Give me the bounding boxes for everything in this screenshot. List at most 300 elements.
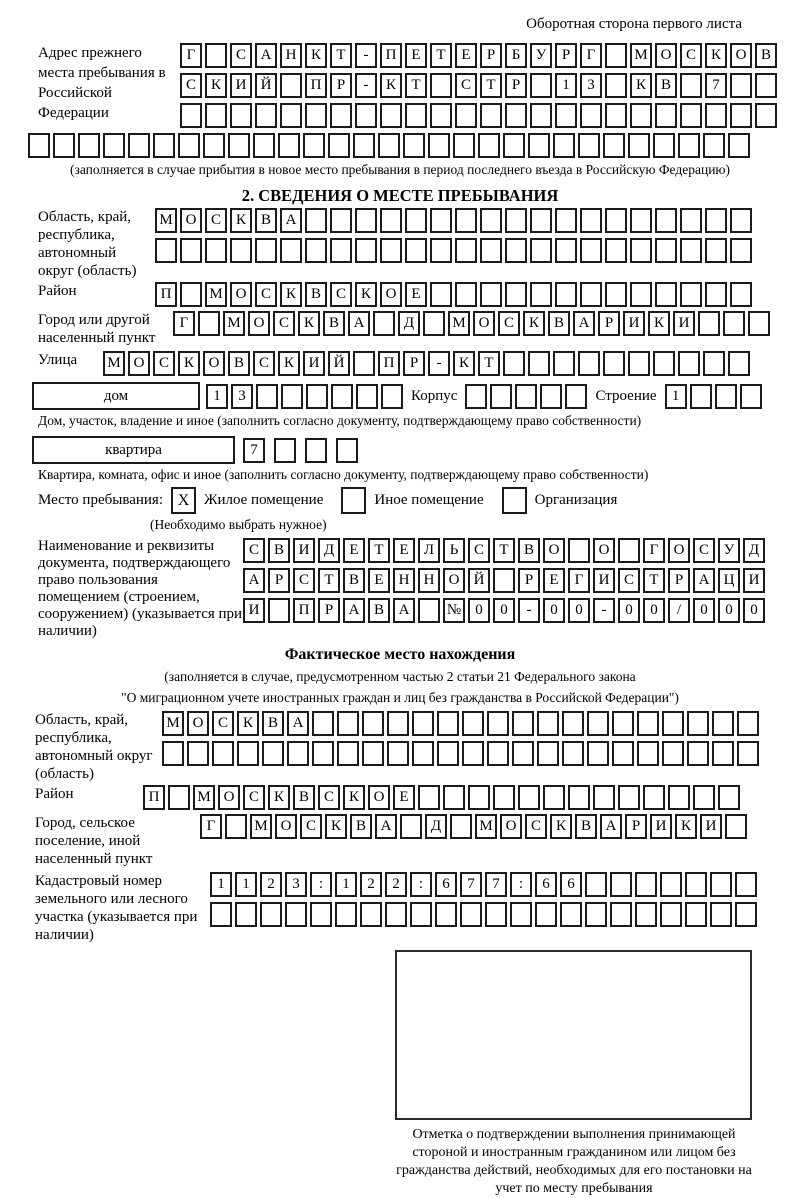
char-cell[interactable]: М [205,282,227,307]
char-cell[interactable]: М [475,814,497,839]
char-cell[interactable] [230,103,252,128]
char-cell[interactable]: К [523,311,545,336]
char-cell[interactable]: С [212,711,234,736]
char-cell[interactable] [255,103,277,128]
char-cell[interactable]: В [368,598,390,623]
char-cell[interactable] [337,711,359,736]
char-cell[interactable]: Е [455,43,477,68]
char-cell[interactable] [235,902,257,927]
char-cell[interactable]: А [343,598,365,623]
char-cell[interactable] [530,208,552,233]
char-cell[interactable] [718,785,740,810]
char-cell[interactable] [255,238,277,263]
char-cell[interactable] [405,238,427,263]
char-cell[interactable]: Н [393,568,415,593]
char-cell[interactable] [585,872,607,897]
char-cell[interactable] [653,351,675,376]
char-cell[interactable] [755,103,777,128]
char-cell[interactable] [723,311,745,336]
char-cell[interactable]: К [278,351,300,376]
char-cell[interactable]: А [693,568,715,593]
char-cell[interactable] [678,351,700,376]
char-cell[interactable]: В [755,43,777,68]
char-cell[interactable]: С [205,208,227,233]
char-cell[interactable]: Е [343,538,365,563]
char-cell[interactable]: В [323,311,345,336]
char-cell[interactable] [555,282,577,307]
char-cell[interactable]: 0 [693,598,715,623]
char-cell[interactable]: 3 [580,73,602,98]
char-cell[interactable]: А [375,814,397,839]
char-cell[interactable] [260,902,282,927]
char-cell[interactable] [353,351,375,376]
char-cell[interactable]: О [218,785,240,810]
char-cell[interactable]: Т [368,538,390,563]
char-cell[interactable] [455,282,477,307]
char-cell[interactable] [256,384,278,409]
char-cell[interactable]: Т [430,43,452,68]
char-cell[interactable] [353,133,375,158]
char-cell[interactable] [430,208,452,233]
char-cell[interactable] [480,238,502,263]
char-cell[interactable] [225,814,247,839]
char-cell[interactable]: П [155,282,177,307]
char-cell[interactable] [355,103,377,128]
char-cell[interactable]: В [350,814,372,839]
char-cell[interactable] [637,741,659,766]
char-cell[interactable] [630,208,652,233]
char-cell[interactable] [610,902,632,927]
char-cell[interactable] [635,902,657,927]
char-cell[interactable] [437,741,459,766]
char-cell[interactable]: А [600,814,622,839]
char-cell[interactable]: 3 [231,384,253,409]
char-cell[interactable]: С [180,73,202,98]
char-cell[interactable]: - [518,598,540,623]
char-cell[interactable]: А [255,43,277,68]
char-cell[interactable]: 0 [493,598,515,623]
char-cell[interactable]: Р [598,311,620,336]
char-cell[interactable] [562,741,584,766]
char-cell[interactable]: И [293,538,315,563]
char-cell[interactable]: И [623,311,645,336]
char-cell[interactable] [705,238,727,263]
char-cell[interactable] [643,785,665,810]
char-cell[interactable]: И [700,814,722,839]
char-cell[interactable] [355,208,377,233]
char-cell[interactable] [305,238,327,263]
char-cell[interactable] [480,208,502,233]
char-cell[interactable]: - [355,43,377,68]
char-cell[interactable]: 1 [555,73,577,98]
char-cell[interactable] [603,351,625,376]
char-cell[interactable] [305,208,327,233]
char-cell[interactable] [728,133,750,158]
char-cell[interactable]: : [510,872,532,897]
char-cell[interactable] [510,902,532,927]
char-cell[interactable] [278,133,300,158]
char-cell[interactable]: М [162,711,184,736]
char-cell[interactable] [705,282,727,307]
char-cell[interactable] [198,311,220,336]
char-cell[interactable]: Р [518,568,540,593]
char-cell[interactable] [528,133,550,158]
char-cell[interactable]: 1 [210,872,232,897]
char-cell[interactable]: А [393,598,415,623]
char-cell[interactable] [480,103,502,128]
char-cell[interactable] [378,133,400,158]
checkbox-zhiloe[interactable]: X [171,487,196,514]
char-cell[interactable]: 1 [206,384,228,409]
char-cell[interactable]: В [262,711,284,736]
char-cell[interactable]: К [343,785,365,810]
char-cell[interactable]: Ц [718,568,740,593]
char-cell[interactable]: Т [405,73,427,98]
char-cell[interactable]: Ь [443,538,465,563]
char-cell[interactable] [268,598,290,623]
char-cell[interactable] [555,103,577,128]
char-cell[interactable]: 1 [235,872,257,897]
char-cell[interactable] [155,238,177,263]
char-cell[interactable] [387,741,409,766]
char-cell[interactable]: О [380,282,402,307]
char-cell[interactable]: О [230,282,252,307]
char-cell[interactable]: Е [405,43,427,68]
char-cell[interactable]: 2 [385,872,407,897]
char-cell[interactable] [280,73,302,98]
char-cell[interactable] [730,238,752,263]
char-cell[interactable] [730,282,752,307]
char-cell[interactable]: К [453,351,475,376]
char-cell[interactable] [518,785,540,810]
char-cell[interactable]: С [253,351,275,376]
char-cell[interactable]: В [305,282,327,307]
char-cell[interactable]: 1 [335,872,357,897]
char-cell[interactable] [180,103,202,128]
char-cell[interactable] [53,133,75,158]
char-cell[interactable]: К [230,208,252,233]
char-cell[interactable]: Р [480,43,502,68]
char-cell[interactable]: Г [200,814,222,839]
char-cell[interactable] [655,238,677,263]
char-cell[interactable] [465,384,487,409]
char-cell[interactable]: 0 [718,598,740,623]
char-cell[interactable]: У [718,538,740,563]
char-cell[interactable] [280,238,302,263]
char-cell[interactable]: Г [568,568,590,593]
char-cell[interactable] [712,711,734,736]
char-cell[interactable] [662,741,684,766]
char-cell[interactable]: 0 [618,598,640,623]
char-cell[interactable] [730,73,752,98]
char-cell[interactable] [730,103,752,128]
char-cell[interactable]: Г [643,538,665,563]
char-cell[interactable]: О [187,711,209,736]
char-cell[interactable]: В [228,351,250,376]
char-cell[interactable] [748,311,770,336]
char-cell[interactable]: К [268,785,290,810]
char-cell[interactable] [655,282,677,307]
char-cell[interactable] [355,238,377,263]
char-cell[interactable] [28,133,50,158]
char-cell[interactable]: К [355,282,377,307]
char-cell[interactable] [553,351,575,376]
char-cell[interactable] [430,73,452,98]
char-cell[interactable] [605,238,627,263]
char-cell[interactable]: Е [393,785,415,810]
char-cell[interactable] [653,133,675,158]
char-cell[interactable]: К [237,711,259,736]
char-cell[interactable] [737,711,759,736]
char-cell[interactable] [560,902,582,927]
char-cell[interactable] [205,238,227,263]
char-cell[interactable] [487,711,509,736]
char-cell[interactable] [618,785,640,810]
char-cell[interactable] [680,73,702,98]
char-cell[interactable] [453,133,475,158]
char-cell[interactable] [162,741,184,766]
char-cell[interactable]: О [368,785,390,810]
char-cell[interactable] [455,238,477,263]
char-cell[interactable] [605,282,627,307]
char-cell[interactable]: К [550,814,572,839]
char-cell[interactable]: М [630,43,652,68]
char-cell[interactable] [462,711,484,736]
char-cell[interactable]: Е [368,568,390,593]
char-cell[interactable] [262,741,284,766]
char-cell[interactable] [230,238,252,263]
char-cell[interactable] [335,902,357,927]
char-cell[interactable]: А [280,208,302,233]
char-cell[interactable] [493,785,515,810]
char-cell[interactable] [443,785,465,810]
char-cell[interactable] [618,538,640,563]
char-cell[interactable] [418,598,440,623]
char-cell[interactable] [515,384,537,409]
char-cell[interactable] [385,902,407,927]
char-cell[interactable] [712,741,734,766]
char-cell[interactable] [455,208,477,233]
char-cell[interactable] [540,384,562,409]
char-cell[interactable] [212,741,234,766]
char-cell[interactable] [387,711,409,736]
char-cell[interactable] [490,384,512,409]
char-cell[interactable] [537,741,559,766]
char-cell[interactable] [680,238,702,263]
char-cell[interactable] [528,351,550,376]
char-cell[interactable]: Р [555,43,577,68]
char-cell[interactable] [740,384,762,409]
char-cell[interactable] [450,814,472,839]
char-cell[interactable] [693,785,715,810]
char-cell[interactable] [460,902,482,927]
char-cell[interactable] [455,103,477,128]
char-cell[interactable]: 6 [560,872,582,897]
char-cell[interactable] [403,133,425,158]
char-cell[interactable]: О [275,814,297,839]
char-cell[interactable] [168,785,190,810]
char-cell[interactable] [580,238,602,263]
char-cell[interactable] [637,711,659,736]
char-cell[interactable]: 0 [543,598,565,623]
char-cell[interactable] [635,872,657,897]
char-cell[interactable] [487,741,509,766]
char-cell[interactable]: М [155,208,177,233]
char-cell[interactable]: / [668,598,690,623]
char-cell[interactable]: И [243,598,265,623]
char-cell[interactable] [705,103,727,128]
char-cell[interactable]: Т [643,568,665,593]
char-cell[interactable]: Г [580,43,602,68]
char-cell[interactable]: К [178,351,200,376]
char-cell[interactable] [580,103,602,128]
char-cell[interactable]: В [655,73,677,98]
char-cell[interactable]: С [498,311,520,336]
char-cell[interactable] [687,711,709,736]
char-cell[interactable] [728,351,750,376]
checkbox-organizatsiya[interactable] [502,487,527,514]
char-cell[interactable]: 6 [435,872,457,897]
char-cell[interactable] [655,103,677,128]
char-cell[interactable] [610,872,632,897]
char-cell[interactable]: О [500,814,522,839]
char-cell[interactable]: И [593,568,615,593]
char-cell[interactable] [305,103,327,128]
char-cell[interactable] [605,43,627,68]
char-cell[interactable]: Р [625,814,647,839]
char-cell[interactable]: М [448,311,470,336]
char-cell[interactable]: М [193,785,215,810]
char-cell[interactable]: К [648,311,670,336]
char-cell[interactable]: Й [468,568,490,593]
char-cell[interactable] [555,238,577,263]
char-cell[interactable]: 0 [643,598,665,623]
char-cell[interactable] [178,133,200,158]
char-cell[interactable]: В [518,538,540,563]
char-cell[interactable] [535,902,557,927]
char-cell[interactable]: В [343,568,365,593]
char-cell[interactable] [330,208,352,233]
char-cell[interactable]: : [310,872,332,897]
char-cell[interactable]: Л [418,538,440,563]
char-cell[interactable] [281,384,303,409]
char-cell[interactable]: О [248,311,270,336]
char-cell[interactable] [593,785,615,810]
char-cell[interactable] [362,741,384,766]
char-cell[interactable] [312,741,334,766]
char-cell[interactable]: И [673,311,695,336]
char-cell[interactable]: Н [418,568,440,593]
char-cell[interactable]: О [473,311,495,336]
char-cell[interactable]: Г [180,43,202,68]
char-cell[interactable]: 0 [568,598,590,623]
char-cell[interactable] [587,741,609,766]
char-cell[interactable]: В [255,208,277,233]
char-cell[interactable] [630,282,652,307]
char-cell[interactable] [331,384,353,409]
char-cell[interactable] [412,741,434,766]
char-cell[interactable] [210,902,232,927]
char-cell[interactable] [680,282,702,307]
char-cell[interactable] [336,438,358,463]
char-cell[interactable] [287,741,309,766]
char-cell[interactable] [568,538,590,563]
char-cell[interactable] [655,208,677,233]
char-cell[interactable] [380,103,402,128]
char-cell[interactable] [703,133,725,158]
char-cell[interactable] [306,384,328,409]
checkbox-inoe[interactable] [341,487,366,514]
char-cell[interactable]: Т [493,538,515,563]
char-cell[interactable]: П [305,73,327,98]
char-cell[interactable] [285,902,307,927]
char-cell[interactable]: - [593,598,615,623]
char-cell[interactable]: В [293,785,315,810]
char-cell[interactable]: В [575,814,597,839]
char-cell[interactable] [678,133,700,158]
char-cell[interactable]: С [300,814,322,839]
char-cell[interactable]: Д [318,538,340,563]
char-cell[interactable] [405,103,427,128]
char-cell[interactable]: П [143,785,165,810]
char-cell[interactable]: И [303,351,325,376]
char-cell[interactable] [400,814,422,839]
char-cell[interactable] [687,741,709,766]
char-cell[interactable]: К [675,814,697,839]
char-cell[interactable]: О [593,538,615,563]
char-cell[interactable] [735,872,757,897]
char-cell[interactable] [630,103,652,128]
char-cell[interactable] [660,872,682,897]
char-cell[interactable] [480,282,502,307]
char-cell[interactable] [128,133,150,158]
char-cell[interactable] [312,711,334,736]
char-cell[interactable]: О [128,351,150,376]
char-cell[interactable] [305,438,327,463]
char-cell[interactable]: И [230,73,252,98]
char-cell[interactable] [380,208,402,233]
char-cell[interactable] [485,902,507,927]
char-cell[interactable] [715,384,737,409]
char-cell[interactable]: Р [268,568,290,593]
char-cell[interactable] [530,238,552,263]
char-cell[interactable]: Р [505,73,527,98]
char-cell[interactable]: Е [405,282,427,307]
char-cell[interactable]: О [203,351,225,376]
char-cell[interactable]: И [650,814,672,839]
char-cell[interactable]: Й [328,351,350,376]
char-cell[interactable] [562,711,584,736]
char-cell[interactable] [430,282,452,307]
char-cell[interactable]: 7 [460,872,482,897]
char-cell[interactable]: Т [318,568,340,593]
char-cell[interactable]: П [378,351,400,376]
char-cell[interactable] [585,902,607,927]
char-cell[interactable] [703,351,725,376]
char-cell[interactable]: Д [398,311,420,336]
char-cell[interactable]: Н [280,43,302,68]
char-cell[interactable]: 7 [485,872,507,897]
char-cell[interactable]: А [573,311,595,336]
char-cell[interactable] [381,384,403,409]
char-cell[interactable] [587,711,609,736]
char-cell[interactable] [710,902,732,927]
char-cell[interactable] [755,73,777,98]
char-cell[interactable] [280,103,302,128]
char-cell[interactable] [685,902,707,927]
char-cell[interactable]: Т [330,43,352,68]
char-cell[interactable] [565,384,587,409]
